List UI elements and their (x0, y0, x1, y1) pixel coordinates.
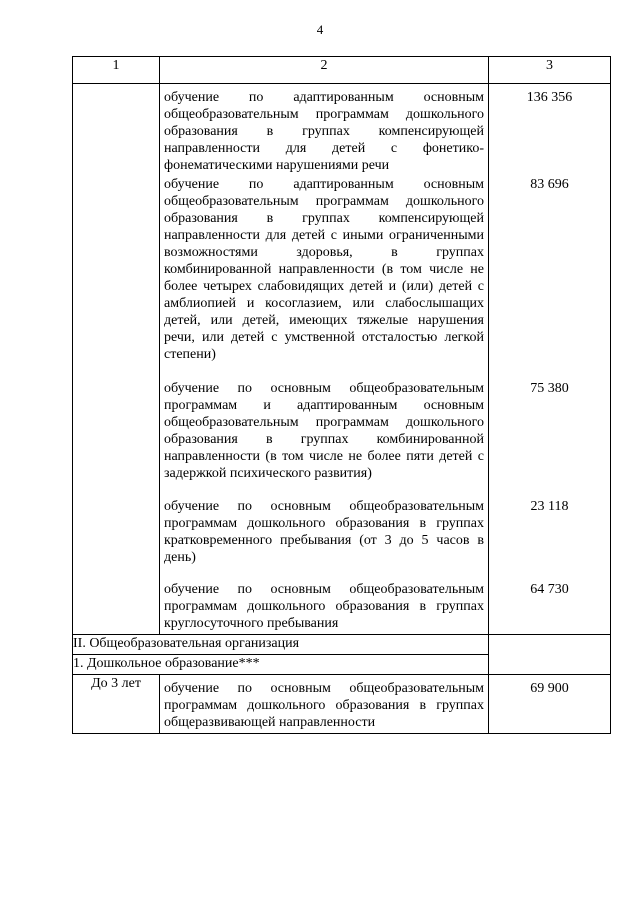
table-row (73, 675, 611, 734)
subsection-title: 1. Дошкольное образование*** (73, 655, 489, 675)
description-cell (160, 675, 489, 734)
table-row (73, 84, 611, 635)
column-header-3: 3 (489, 57, 611, 84)
age-group-cell: До 3 лет (73, 675, 160, 734)
row-value: 23 118 (530, 499, 569, 514)
value-cell (489, 84, 611, 635)
row-description: обучение по основным общеобразовательным программам дошкольного образования в группах круглосуточного пребывания (164, 582, 484, 631)
value-cell (489, 675, 611, 734)
row-value: 136 356 (526, 90, 573, 105)
row-description: обучение по основным общеобразовательным программам дошкольного образования в группах общеразвивающей направленности (164, 681, 484, 730)
column-header-2: 2 (160, 57, 489, 84)
tariff-table (72, 56, 611, 734)
row-description: обучение по основным общеобразовательным программам и адаптированным основным общеобразовательным программам дошкольного образования в группах комбинированной направленности (в том числе не более пяти детей с задержкой психического развития) (164, 381, 484, 481)
row-value: 64 730 (530, 582, 569, 597)
page-number: 4 (316, 22, 324, 37)
row-description: обучение по адаптированным основным общеобразовательным программам дошкольного образования в группах компенсирующей направленности для детей с фонетико-фонематическими нарушениями речи (164, 90, 484, 173)
section-row (73, 635, 611, 655)
empty-category-cell (73, 84, 160, 635)
description-cell (160, 84, 489, 635)
table-header-row (73, 57, 611, 84)
row-value: 83 696 (530, 177, 569, 192)
section-value-cell (489, 635, 611, 675)
row-value: 75 380 (530, 381, 569, 396)
row-value: 69 900 (530, 681, 569, 696)
column-header-1: 1 (73, 57, 160, 84)
section-title: II. Общеобразовательная организация (73, 635, 489, 655)
row-description: обучение по основным общеобразовательным программам дошкольного образования в группах кратковременного пребывания (от 3 до 5 часов в день) (164, 499, 484, 565)
row-description: обучение по адаптированным основным общеобразовательным программам дошкольного образования в группах компенсирующей направленности для детей с иными ограниченными возможностями здоровья, в группах комбинированной направленности (в том числе не более четырех слабовидящих детей и (или) детей с амблиопией и косоглазием, или слабослышащих детей, или детей, имеющих тяжелые нарушения речи, или детей с умственной отсталостью легкой степени) (164, 177, 484, 362)
